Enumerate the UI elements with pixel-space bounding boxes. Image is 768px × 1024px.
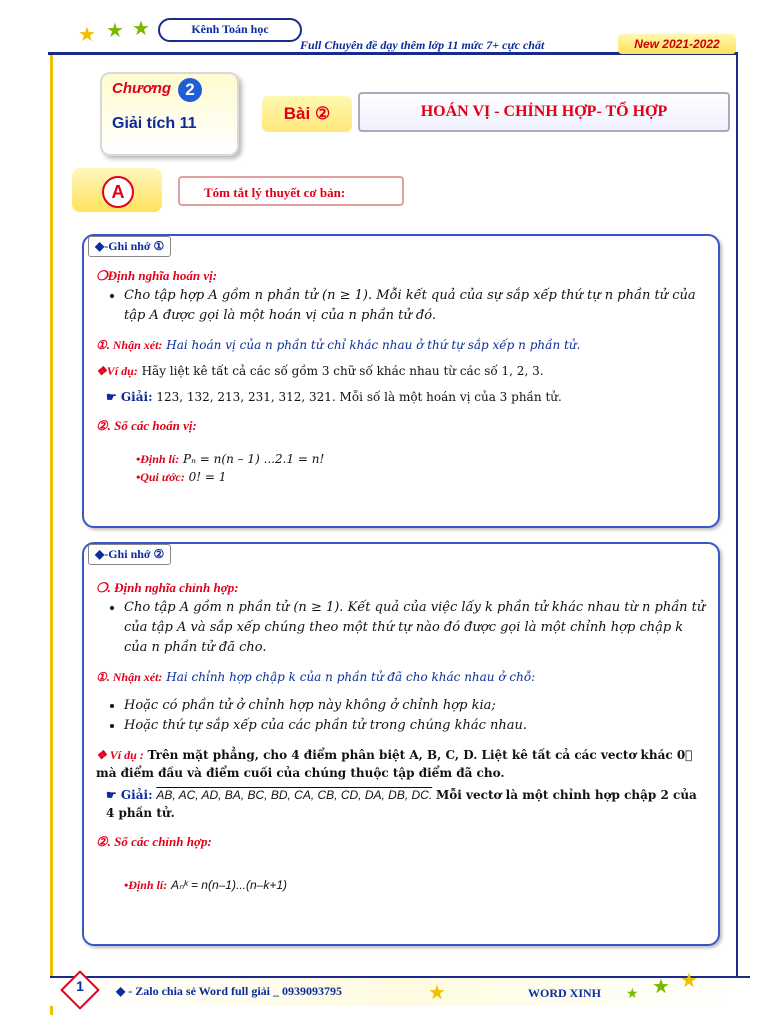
solution-label: ☛ Giải:	[106, 390, 153, 404]
channel-name: Kênh Toán học	[158, 18, 302, 42]
definition-list	[96, 286, 706, 326]
remark-text: Hai hoán vị của n phần tử chỉ khác nhau ở thứ tự sắp xếp n phần tử.	[166, 338, 581, 352]
count-title: ②. Số các chỉnh hợp:	[96, 834, 212, 849]
remark-bullet: • Hoặc có phần tử ở chỉnh hợp này không ở chỉnh hợp kia;	[124, 696, 708, 716]
example-text: Hãy liệt kê tất cả các số gồm 3 chữ số khác nhau từ các số 1, 2, 3.	[141, 364, 544, 378]
theorem	[96, 876, 708, 894]
convention-label: •Qui ước:	[136, 470, 185, 484]
document-subtitle: Full Chuyên đề dạy thêm lớp 11 mức 7+ cực chất	[300, 38, 545, 52]
page-number: 1	[76, 978, 84, 994]
solution-label: ☛ Giải:	[106, 788, 153, 802]
example	[96, 746, 708, 782]
note-tab-1: ◆-Ghi nhớ ①	[88, 236, 171, 257]
left-border-line	[50, 55, 53, 1015]
solution	[96, 388, 706, 406]
definition-title: ❍Định nghĩa hoán vị:	[96, 268, 218, 283]
solution-text: Mỗi vectơ là một chỉnh hợp chập 2 của 4 phần tử.	[106, 788, 697, 820]
chapter-title: Giải tích 11	[112, 115, 197, 132]
remark-label: ①. Nhận xét:	[96, 670, 163, 684]
lesson-title: HOÁN VỊ - CHỈNH HỢP- TỔ HỢP	[358, 92, 730, 132]
star-icon: ★	[652, 974, 670, 998]
remark	[96, 336, 706, 354]
chapter-label: Chương	[112, 80, 172, 97]
star-icon: ★	[428, 980, 446, 1004]
example-text: Trên mặt phẳng, cho 4 điểm phân biệt A, B, C, D. Liệt kê tất cả các vectơ khác 0⃗ mà điểm đầu và điểm cuối của chúng thuộc tập điểm đã cho.	[96, 748, 693, 780]
theorem-label: •Định lí:	[124, 878, 168, 892]
theorem-text: Pₙ = n(n – 1) ...2.1 = n!	[183, 452, 325, 466]
remark-bullets	[96, 696, 708, 736]
definition-title: ❍. Định nghĩa chỉnh hợp:	[96, 580, 239, 595]
solution-vectors: AB, AC, AD, BA, BC, BD, CA, CB, CD, DA, DB, DC.	[156, 788, 433, 802]
count-title: ②. Số các hoán vị:	[96, 418, 197, 433]
solution	[96, 786, 708, 822]
solution-text: 123, 132, 213, 231, 312, 321. Mỗi số là một hoán vị của 3 phần tử.	[156, 390, 562, 404]
example	[96, 362, 706, 380]
convention-text: 0! = 1	[188, 470, 227, 484]
lesson-label: Bài ②	[262, 96, 352, 132]
theorem	[96, 450, 706, 468]
theorem-label: •Định lí:	[136, 452, 180, 466]
example-label: ❖Ví dụ:	[96, 364, 138, 378]
star-icon: ★	[680, 968, 698, 992]
remark-label: ①. Nhận xét:	[96, 338, 163, 352]
star-icon: ★	[626, 986, 639, 1002]
example-label: ❖ Ví dụ :	[96, 748, 144, 762]
contact-line: ◆ - Zalo chia sẻ Word full giải _ 0939093795	[116, 984, 343, 998]
star-icon: ★	[106, 18, 124, 42]
box1-content	[96, 266, 706, 486]
remark-bullet: • Hoặc thứ tự sắp xếp của các phần tử trong chúng khác nhau.	[124, 716, 708, 736]
star-icon: ★	[78, 22, 96, 46]
year-badge: New 2021-2022	[618, 34, 736, 54]
remark-text: Hai chỉnh hợp chập k của n phần tử đã cho khác nhau ở chỗ:	[166, 670, 536, 684]
box2-content	[96, 578, 708, 894]
right-border-line	[736, 55, 738, 990]
star-icon: ★	[132, 16, 150, 40]
convention	[96, 468, 706, 486]
theorem-text: Aₙᵏ = n(n–1)...(n–k+1)	[171, 878, 288, 892]
definition-text: • Cho tập A gồm n phần tử (n ≥ 1). Kết quả của việc lấy k phần tử khác nhau từ n phần tử của tập A và sắp xếp chúng theo một thứ tự nào đó được gọi là một chỉnh hợp chập k của n phần tử đã cho.	[124, 598, 708, 658]
note-tab-2: ◆-Ghi nhớ ②	[88, 544, 171, 565]
definition-list	[96, 598, 708, 658]
definition-text: • Cho tập hợp A gồm n phần tử (n ≥ 1). Mỗi kết quả của sự sắp xếp thứ tự n phần tử của tập A được gọi là một hoán vị của n phần tử đó.	[124, 286, 706, 326]
section-letter: A	[102, 176, 134, 208]
brand-name: WORD XINH	[528, 986, 602, 1000]
remark	[96, 668, 708, 686]
section-title: Tóm tắt lý thuyết cơ bản:	[178, 176, 404, 206]
chapter-number: 2	[178, 78, 202, 102]
